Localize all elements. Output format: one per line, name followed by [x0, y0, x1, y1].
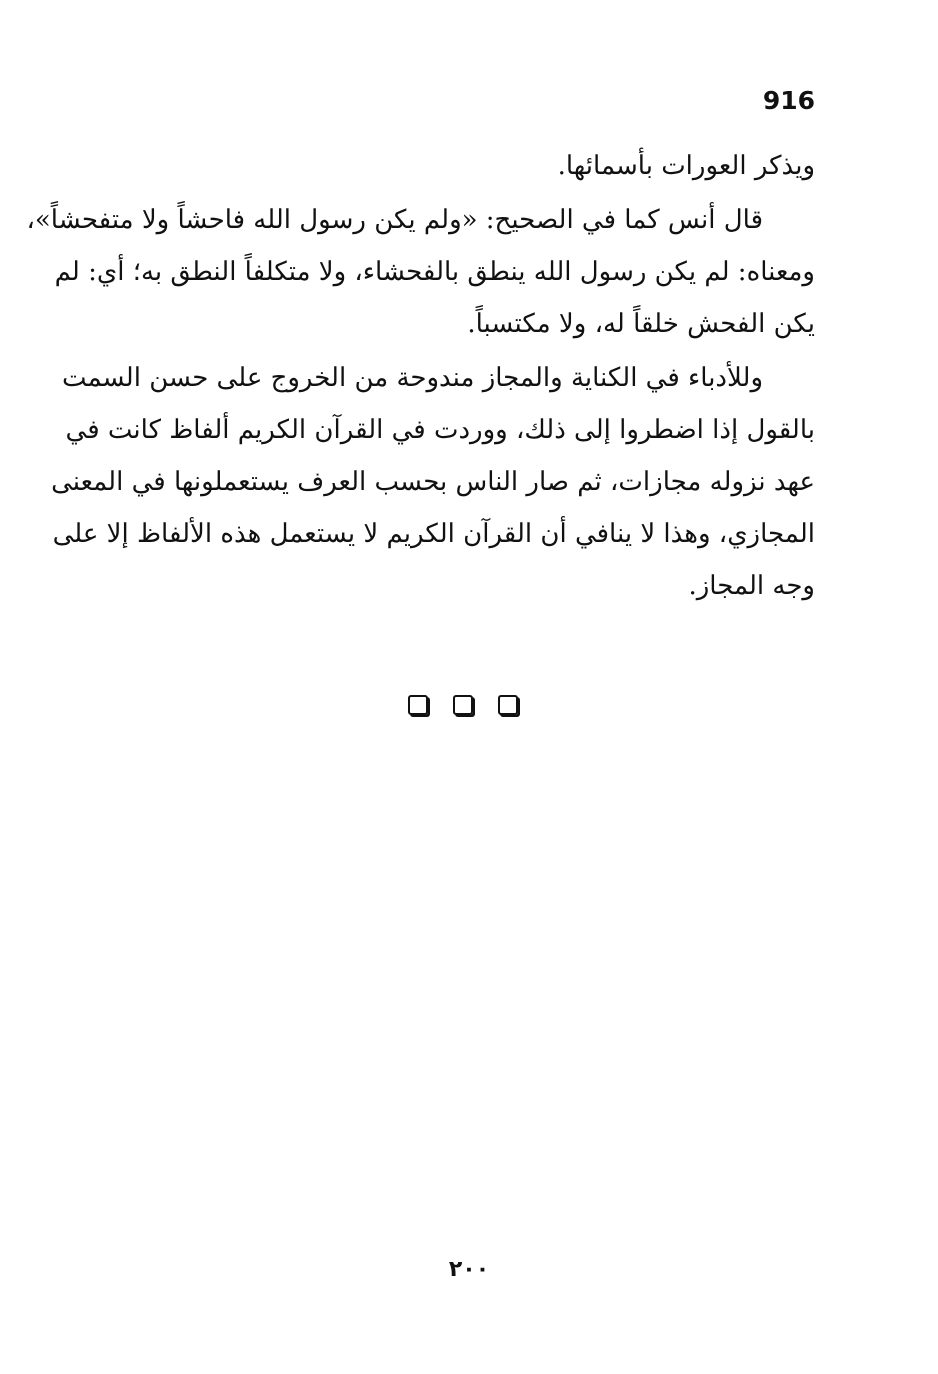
paragraph-line: يكن الفحش خلقاً له، ولا مكتسباً.: [467, 309, 815, 339]
section-separator: [408, 695, 518, 715]
paragraph-line: وجه المجاز.: [688, 571, 815, 601]
paragraph-line: قال أنس كما في الصحيح: «ولم يكن رسول الله فاحشاً ولا متفحشاً»،: [26, 205, 763, 235]
paragraph-line: بالقول إذا اضطروا إلى ذلك، ووردت في القرآن الكريم ألفاظ كانت في: [65, 415, 815, 445]
paragraph-line: ومعناه: لم يكن رسول الله ينطق بالفحشاء، ولا متكلفاً النطق به؛ أي: لم: [54, 257, 815, 287]
square-ornament-icon: [498, 695, 518, 715]
square-ornament-icon: [408, 695, 428, 715]
paragraph-line: ويذكر العورات بأسمائها.: [557, 151, 815, 181]
scan-page-number: 916: [762, 86, 815, 115]
paragraph-line: وللأدباء في الكناية والمجاز مندوحة من الخروج على حسن السمت: [62, 363, 763, 393]
square-ornament-icon: [453, 695, 473, 715]
paragraph-3: [51, 352, 815, 612]
paragraph-line: المجازي، وهذا لا ينافي أن القرآن الكريم لا يستعمل هذه الألفاظ إلا على: [52, 519, 815, 549]
paragraph-line: عهد نزوله مجازات، ثم صار الناس بحسب العرف يستعملونها في المعنى: [51, 467, 815, 497]
body-text: [26, 140, 815, 612]
paragraph-2: [26, 194, 815, 350]
footer-page-number: ٢٠٠: [448, 1257, 490, 1282]
paragraph-1: [107, 140, 815, 192]
